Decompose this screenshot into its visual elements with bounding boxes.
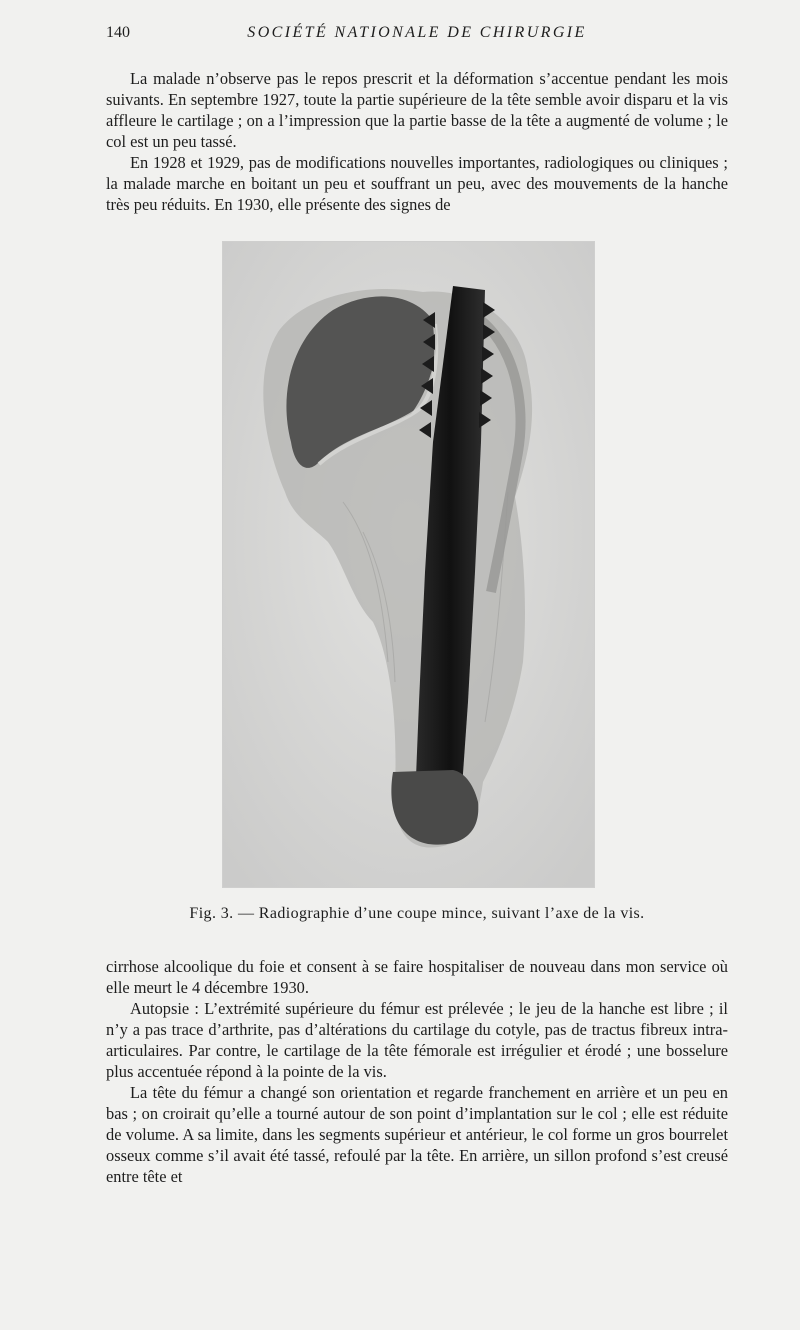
page-number: 140 [106,24,130,41]
paragraph: Autopsie : L’extrémité supérieure du fémur est prélevée ; le jeu de la hanche est libre ; il n’y a pas trace d’arthrite, pas d’altérations du cartilage du cotyle, pas de tractus fibreux intra-articulaires. Par contre, le cartilage de la tête fémorale est irrégulier et érodé ; une bosselure plus accentuée répond à la pointe de la vis. [106,999,728,1081]
page-header [106,24,728,48]
figure-caption: Fig. 3. — Radiographie d’une coupe mince, suivant l’axe de la vis. [189,905,645,922]
body-text-bottom [106,956,728,1187]
paragraph: cirrhose alcoolique du foie et consent à se faire hospitaliser de nouveau dans mon service où elle meurt le 4 décembre 1930. [106,957,728,997]
body-text-top [106,68,728,215]
radiograph-figure [222,241,595,888]
paragraph: La malade n’observe pas le repos prescrit et la déformation s’accentue pendant les mois suivants. En septembre 1927, toute la partie supérieure de la tête semble avoir disparu et la vis affleure le cartilage ; on a l’impression que la partie basse de la tête a augmenté de volume ; le col est un peu tassé. [106,69,728,151]
paragraph: En 1928 et 1929, pas de modifications nouvelles importantes, radiologiques ou cliniques ; la malade marche en boitant un peu et souffrant un peu, avec des mouvements de la hanche très peu réduits. En 1930, elle présente des signes de [106,153,728,214]
running-title: SOCIÉTÉ NATIONALE DE CHIRURGIE [247,24,587,41]
paragraph: La tête du fémur a changé son orientation et regarde franchement en arrière et un peu en bas ; on croirait qu’elle a tourné autour de son point d’implantation sur le col ; elle est réduite de volume. A sa limite, dans les segments supérieur et antérieur, le col forme un gros bourrelet osseux comme s’il avait été tassé, refoulé par la tête. En arrière, un sillon profond s’est creusé entre tête et [106,1083,728,1186]
radiograph-image [223,242,594,887]
